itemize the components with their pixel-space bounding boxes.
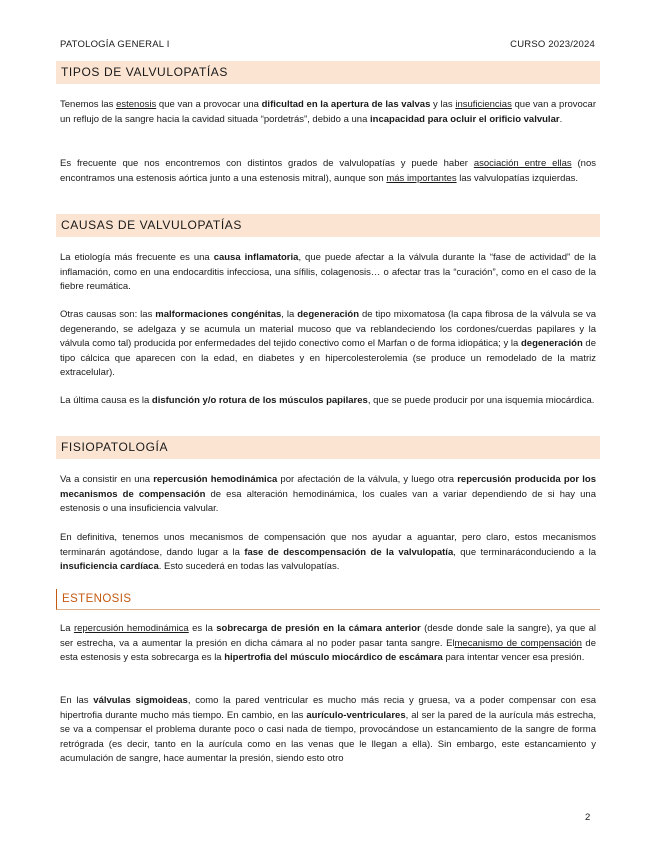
text-run-underlined: más importantes — [386, 172, 457, 184]
text-run-bold: degeneración — [297, 309, 360, 320]
text-run: por afectación de la válvula, y luego otra — [277, 474, 458, 485]
text-run: , que puede afectar a la válvula durante la “fase de actividad” de la inflamación, como en una endocarditis infecciosa, una sífilis, colagenosis… o afectar tras la “curación”, como en el caso de la fiebre reumática. — [60, 252, 597, 292]
text-run: de tipo cálcica que aparecen con la edad, en diabetes y en hipercolesterolemia (se produce un remodelado de la matriz extracelular). — [60, 338, 596, 378]
subsection-heading-estenosis: ESTENOSIS — [56, 589, 600, 610]
text-run-bold: degeneración — [520, 338, 583, 349]
text-run-bold: incapacidad para ocluir el orificio valvular — [370, 113, 560, 125]
section-heading-fisiopatologia: FISIOPATOLOGÍA — [56, 436, 600, 459]
text-run: es la — [188, 623, 217, 634]
text-run-underlined: asociación entre ellas — [473, 158, 572, 169]
text-run: (nos encontramos una estenosis aórtica junto a una estenosis mitral), aunque son — [60, 158, 596, 184]
paragraph-fisio-1 — [60, 473, 596, 517]
text-run: La — [60, 623, 74, 634]
text-run: , que se puede producir por una isquemia miocárdica. — [367, 395, 595, 406]
paragraph-estenosis-1 — [60, 622, 596, 666]
text-run: Va a consistir en una — [60, 474, 154, 485]
text-run-underlined: repercusión hemodinámica — [73, 623, 189, 634]
text-run-bold: dificultad en la apertura de las valvas — [261, 99, 431, 110]
header-subject: PATOLOGÍA GENERAL I — [60, 39, 170, 50]
text-run-underlined: insuficiencias — [455, 99, 512, 110]
text-run: , al ser la pared de la aurícula más estrecha, se va a compensar el problema durante poco o casi nada de tiempo, provocándose un estancamiento de la sangre de forma retrógrada (es decir, tanto en la aurícula como en las venas que le llegan a ella). Sin embargo, este estancamiento y acumulación de sangre, hace aumentar la presión, siendo esto otro — [60, 709, 596, 764]
header-course: CURSO 2023/2024 — [510, 39, 595, 50]
text-run-bold: válvulas sigmoideas — [93, 695, 188, 706]
text-run: . Esto sucederá en todas las valvulopatías. — [158, 561, 340, 572]
section-heading-causas: CAUSAS DE VALVULOPATÍAS — [56, 214, 600, 237]
paragraph-causas-2 — [60, 308, 596, 381]
text-run-bold: disfunción y/o rotura de los músculos papilares — [151, 395, 368, 406]
paragraph-estenosis-2 — [60, 694, 596, 767]
text-run: para intentar vencer esa presión. — [442, 652, 585, 663]
page-number: 2 — [585, 812, 591, 823]
text-run-bold: causa inflamatoria — [213, 252, 299, 263]
text-run: Es frecuente que nos encontremos con distintos grados de valvulopatías y puede haber — [60, 158, 474, 169]
text-run-underlined: estenosis — [116, 99, 157, 110]
text-run: Otras causas son: las — [60, 309, 156, 320]
paragraph-tipos-1 — [60, 98, 596, 127]
paragraph-causas-3 — [60, 394, 596, 409]
text-run: La etiología más frecuente es una — [60, 252, 214, 263]
text-run: y las — [430, 99, 456, 110]
text-run: de tipo mixomatosa (la capa fibrosa de la válvula se va degenerando, se adelgaza y se acumula un material mucoso que va reblandeciendo los cordones/cuerdas papilares y la válvula como tal) producida por enfermedades del tejido conectivo como el Marfan o de forma idiopática; y la — [60, 309, 597, 349]
paragraph-fisio-2 — [60, 531, 596, 575]
text-run: , la — [281, 309, 298, 320]
text-run: de esta estenosis y esta sobrecarga es la — [60, 637, 596, 663]
text-run-bold: insuficiencia cardíaca — [60, 561, 159, 572]
text-run: . — [559, 113, 563, 125]
text-run: , como la pared ventricular es mucho más recia y gruesa, va a poder compensar con esa hipertrofia durante mucho más tiempo. En cambio, en las — [60, 695, 596, 721]
page-header — [60, 39, 595, 50]
text-run: En definitiva, tenemos unos mecanismos de compensación que nos ayudar a aguantar, pero claro, estos mecanismos terminarán agotándose, dando lugar a la — [60, 532, 596, 558]
text-run-bold: aurículo-ventriculares — [306, 709, 406, 721]
text-run: que van a provocar una — [156, 99, 262, 110]
text-run-underlined: mecanismo de compensación — [454, 637, 582, 649]
section-heading-tipos: TIPOS DE VALVULOPATÍAS — [56, 61, 600, 84]
text-run: , que terminaráconduciendo a la — [453, 546, 596, 558]
text-run-bold: sobrecarga de presión en la cámara anterior — [216, 623, 421, 634]
text-run-bold: hipertrofia del músculo miocárdico de escámara — [224, 652, 443, 663]
text-run-bold: repercusión hemodinámica — [153, 474, 278, 485]
paragraph-causas-1 — [60, 251, 596, 295]
text-run: (desde donde sale la sangre), ya que al ser estrecha, va a aumentar la presión en dicha cámara al no poder pasar tanta sangre. El — [60, 623, 597, 649]
text-run-bold: fase de descompensación de la valvulopatía — [244, 546, 454, 558]
text-run: las valvulopatías izquierdas. — [456, 172, 579, 184]
text-run-bold: malformaciones congénitas — [155, 309, 282, 320]
text-run-bold: repercusión producida por los mecanismos de compensación — [60, 474, 596, 500]
text-run: En las — [60, 695, 94, 706]
paragraph-tipos-2 — [60, 157, 596, 186]
text-run: Tenemos las — [60, 99, 117, 110]
text-run: La última causa es la — [60, 395, 152, 406]
text-run: de esa alteración hemodinámica, los cuales van a variar dependiendo de si hay una estenosis o una insuficiencia valvular. — [60, 488, 596, 514]
text-run: que van a provocar un reflujo de la sangre hacia la cavidad situada “pordetrás”, debido a una — [60, 99, 596, 125]
